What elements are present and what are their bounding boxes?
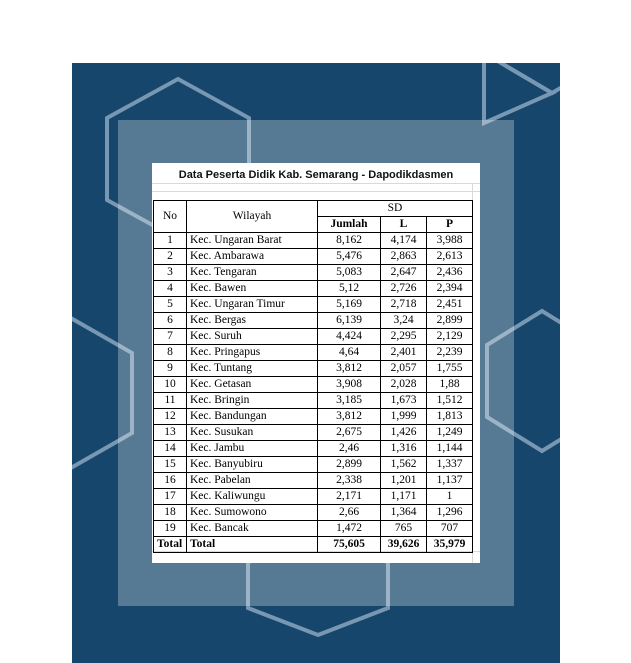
cell-no: 16 bbox=[154, 473, 187, 489]
gridline bbox=[152, 183, 480, 184]
cell-l: 765 bbox=[381, 521, 427, 537]
cell-p: 2,436 bbox=[427, 265, 473, 281]
table-row bbox=[154, 377, 473, 393]
cell-wilayah: Kec. Tuntang bbox=[187, 361, 318, 377]
table-row bbox=[154, 441, 473, 457]
cell-l: 4,174 bbox=[381, 233, 427, 249]
cell-no: 14 bbox=[154, 441, 187, 457]
table-row bbox=[154, 281, 473, 297]
cell-wilayah: Kec. Kaliwungu bbox=[187, 489, 318, 505]
cell-no: 2 bbox=[154, 249, 187, 265]
table-row bbox=[154, 489, 473, 505]
cell-l: 2,057 bbox=[381, 361, 427, 377]
cell-p: 3,988 bbox=[427, 233, 473, 249]
total-p: 35,979 bbox=[427, 537, 473, 553]
cell-p: 1,137 bbox=[427, 473, 473, 489]
cell-jumlah: 8,162 bbox=[318, 233, 381, 249]
cell-wilayah: Kec. Bergas bbox=[187, 313, 318, 329]
cell-p: 1,249 bbox=[427, 425, 473, 441]
cell-p: 2,239 bbox=[427, 345, 473, 361]
cell-wilayah: Kec. Susukan bbox=[187, 425, 318, 441]
cell-jumlah: 5,476 bbox=[318, 249, 381, 265]
cell-jumlah: 3,185 bbox=[318, 393, 381, 409]
cell-p: 1,512 bbox=[427, 393, 473, 409]
cell-wilayah: Kec. Bawen bbox=[187, 281, 318, 297]
total-row bbox=[154, 537, 473, 553]
cell-l: 2,718 bbox=[381, 297, 427, 313]
cell-jumlah: 3,812 bbox=[318, 409, 381, 425]
cell-jumlah: 5,169 bbox=[318, 297, 381, 313]
cell-no: 3 bbox=[154, 265, 187, 281]
cell-no: 5 bbox=[154, 297, 187, 313]
cell-jumlah: 2,899 bbox=[318, 457, 381, 473]
cell-p: 2,613 bbox=[427, 249, 473, 265]
cell-l: 1,364 bbox=[381, 505, 427, 521]
student-data-table bbox=[153, 200, 473, 553]
cell-no: 7 bbox=[154, 329, 187, 345]
cell-no: 12 bbox=[154, 409, 187, 425]
cell-no: 19 bbox=[154, 521, 187, 537]
cell-p: 1 bbox=[427, 489, 473, 505]
spreadsheet-sheet bbox=[152, 163, 480, 563]
cell-jumlah: 5,083 bbox=[318, 265, 381, 281]
cell-wilayah: Kec. Pabelan bbox=[187, 473, 318, 489]
cell-no: 9 bbox=[154, 361, 187, 377]
cell-no: 6 bbox=[154, 313, 187, 329]
cell-p: 1,755 bbox=[427, 361, 473, 377]
cell-wilayah: Kec. Suruh bbox=[187, 329, 318, 345]
table-row bbox=[154, 297, 473, 313]
header-wilayah: Wilayah bbox=[187, 201, 318, 233]
cell-l: 1,316 bbox=[381, 441, 427, 457]
cell-no: 13 bbox=[154, 425, 187, 441]
cell-l: 2,726 bbox=[381, 281, 427, 297]
cell-p: 707 bbox=[427, 521, 473, 537]
cell-l: 1,562 bbox=[381, 457, 427, 473]
cell-no: 10 bbox=[154, 377, 187, 393]
cell-p: 2,899 bbox=[427, 313, 473, 329]
cell-p: 1,296 bbox=[427, 505, 473, 521]
cell-wilayah: Kec. Ungaran Barat bbox=[187, 233, 318, 249]
cell-p: 1,144 bbox=[427, 441, 473, 457]
cell-jumlah: 4,64 bbox=[318, 345, 381, 361]
cell-p: 2,451 bbox=[427, 297, 473, 313]
cell-no: 8 bbox=[154, 345, 187, 361]
table-row bbox=[154, 313, 473, 329]
cell-wilayah: Kec. Banyubiru bbox=[187, 457, 318, 473]
cell-l: 2,863 bbox=[381, 249, 427, 265]
header-jumlah: Jumlah bbox=[318, 217, 381, 233]
cell-jumlah: 2,46 bbox=[318, 441, 381, 457]
cell-p: 2,129 bbox=[427, 329, 473, 345]
table-row bbox=[154, 265, 473, 281]
table-row bbox=[154, 345, 473, 361]
cell-l: 2,295 bbox=[381, 329, 427, 345]
cell-wilayah: Kec. Getasan bbox=[187, 377, 318, 393]
header-no: No bbox=[154, 201, 187, 233]
cell-no: 15 bbox=[154, 457, 187, 473]
table-row bbox=[154, 329, 473, 345]
cell-no: 17 bbox=[154, 489, 187, 505]
sheet-title: Data Peserta Didik Kab. Semarang - Dapodikdasmen bbox=[178, 169, 454, 181]
cell-l: 3,24 bbox=[381, 313, 427, 329]
cell-wilayah: Kec. Bringin bbox=[187, 393, 318, 409]
cell-p: 1,813 bbox=[427, 409, 473, 425]
header-p: P bbox=[427, 217, 473, 233]
header-sd-group: SD bbox=[318, 201, 473, 217]
cell-jumlah: 2,66 bbox=[318, 505, 381, 521]
cell-wilayah: Kec. Pringapus bbox=[187, 345, 318, 361]
cell-l: 2,401 bbox=[381, 345, 427, 361]
table-row bbox=[154, 473, 473, 489]
cell-wilayah: Kec. Jambu bbox=[187, 441, 318, 457]
table-row bbox=[154, 505, 473, 521]
cell-jumlah: 5,12 bbox=[318, 281, 381, 297]
header-l: L bbox=[381, 217, 427, 233]
table-row bbox=[154, 409, 473, 425]
cell-wilayah: Kec. Bancak bbox=[187, 521, 318, 537]
cell-l: 2,647 bbox=[381, 265, 427, 281]
cell-jumlah: 2,171 bbox=[318, 489, 381, 505]
gridline bbox=[152, 191, 480, 192]
cell-jumlah: 3,812 bbox=[318, 361, 381, 377]
total-wilayah: Total bbox=[187, 537, 318, 553]
cell-jumlah: 4,424 bbox=[318, 329, 381, 345]
table-row bbox=[154, 425, 473, 441]
cell-jumlah: 2,675 bbox=[318, 425, 381, 441]
total-no: Total bbox=[154, 537, 187, 553]
cell-p: 1,88 bbox=[427, 377, 473, 393]
cell-wilayah: Kec. Sumowono bbox=[187, 505, 318, 521]
total-l: 39,626 bbox=[381, 537, 427, 553]
cell-no: 4 bbox=[154, 281, 187, 297]
table-row bbox=[154, 249, 473, 265]
cell-l: 2,028 bbox=[381, 377, 427, 393]
cell-wilayah: Kec. Bandungan bbox=[187, 409, 318, 425]
table-row bbox=[154, 361, 473, 377]
table-body bbox=[154, 233, 473, 537]
cell-no: 18 bbox=[154, 505, 187, 521]
cell-l: 1,673 bbox=[381, 393, 427, 409]
cell-jumlah: 2,338 bbox=[318, 473, 381, 489]
cell-l: 1,171 bbox=[381, 489, 427, 505]
cell-l: 1,426 bbox=[381, 425, 427, 441]
cell-wilayah: Kec. Tengaran bbox=[187, 265, 318, 281]
cell-jumlah: 3,908 bbox=[318, 377, 381, 393]
cell-wilayah: Kec. Ambarawa bbox=[187, 249, 318, 265]
table-row bbox=[154, 393, 473, 409]
cell-jumlah: 1,472 bbox=[318, 521, 381, 537]
cell-wilayah: Kec. Ungaran Timur bbox=[187, 297, 318, 313]
cell-no: 11 bbox=[154, 393, 187, 409]
cell-no: 1 bbox=[154, 233, 187, 249]
cell-l: 1,201 bbox=[381, 473, 427, 489]
table-row bbox=[154, 457, 473, 473]
cell-l: 1,999 bbox=[381, 409, 427, 425]
cell-p: 2,394 bbox=[427, 281, 473, 297]
total-jumlah: 75,605 bbox=[318, 537, 381, 553]
table-row bbox=[154, 233, 473, 249]
table-row bbox=[154, 521, 473, 537]
cell-p: 1,337 bbox=[427, 457, 473, 473]
cell-jumlah: 6,139 bbox=[318, 313, 381, 329]
